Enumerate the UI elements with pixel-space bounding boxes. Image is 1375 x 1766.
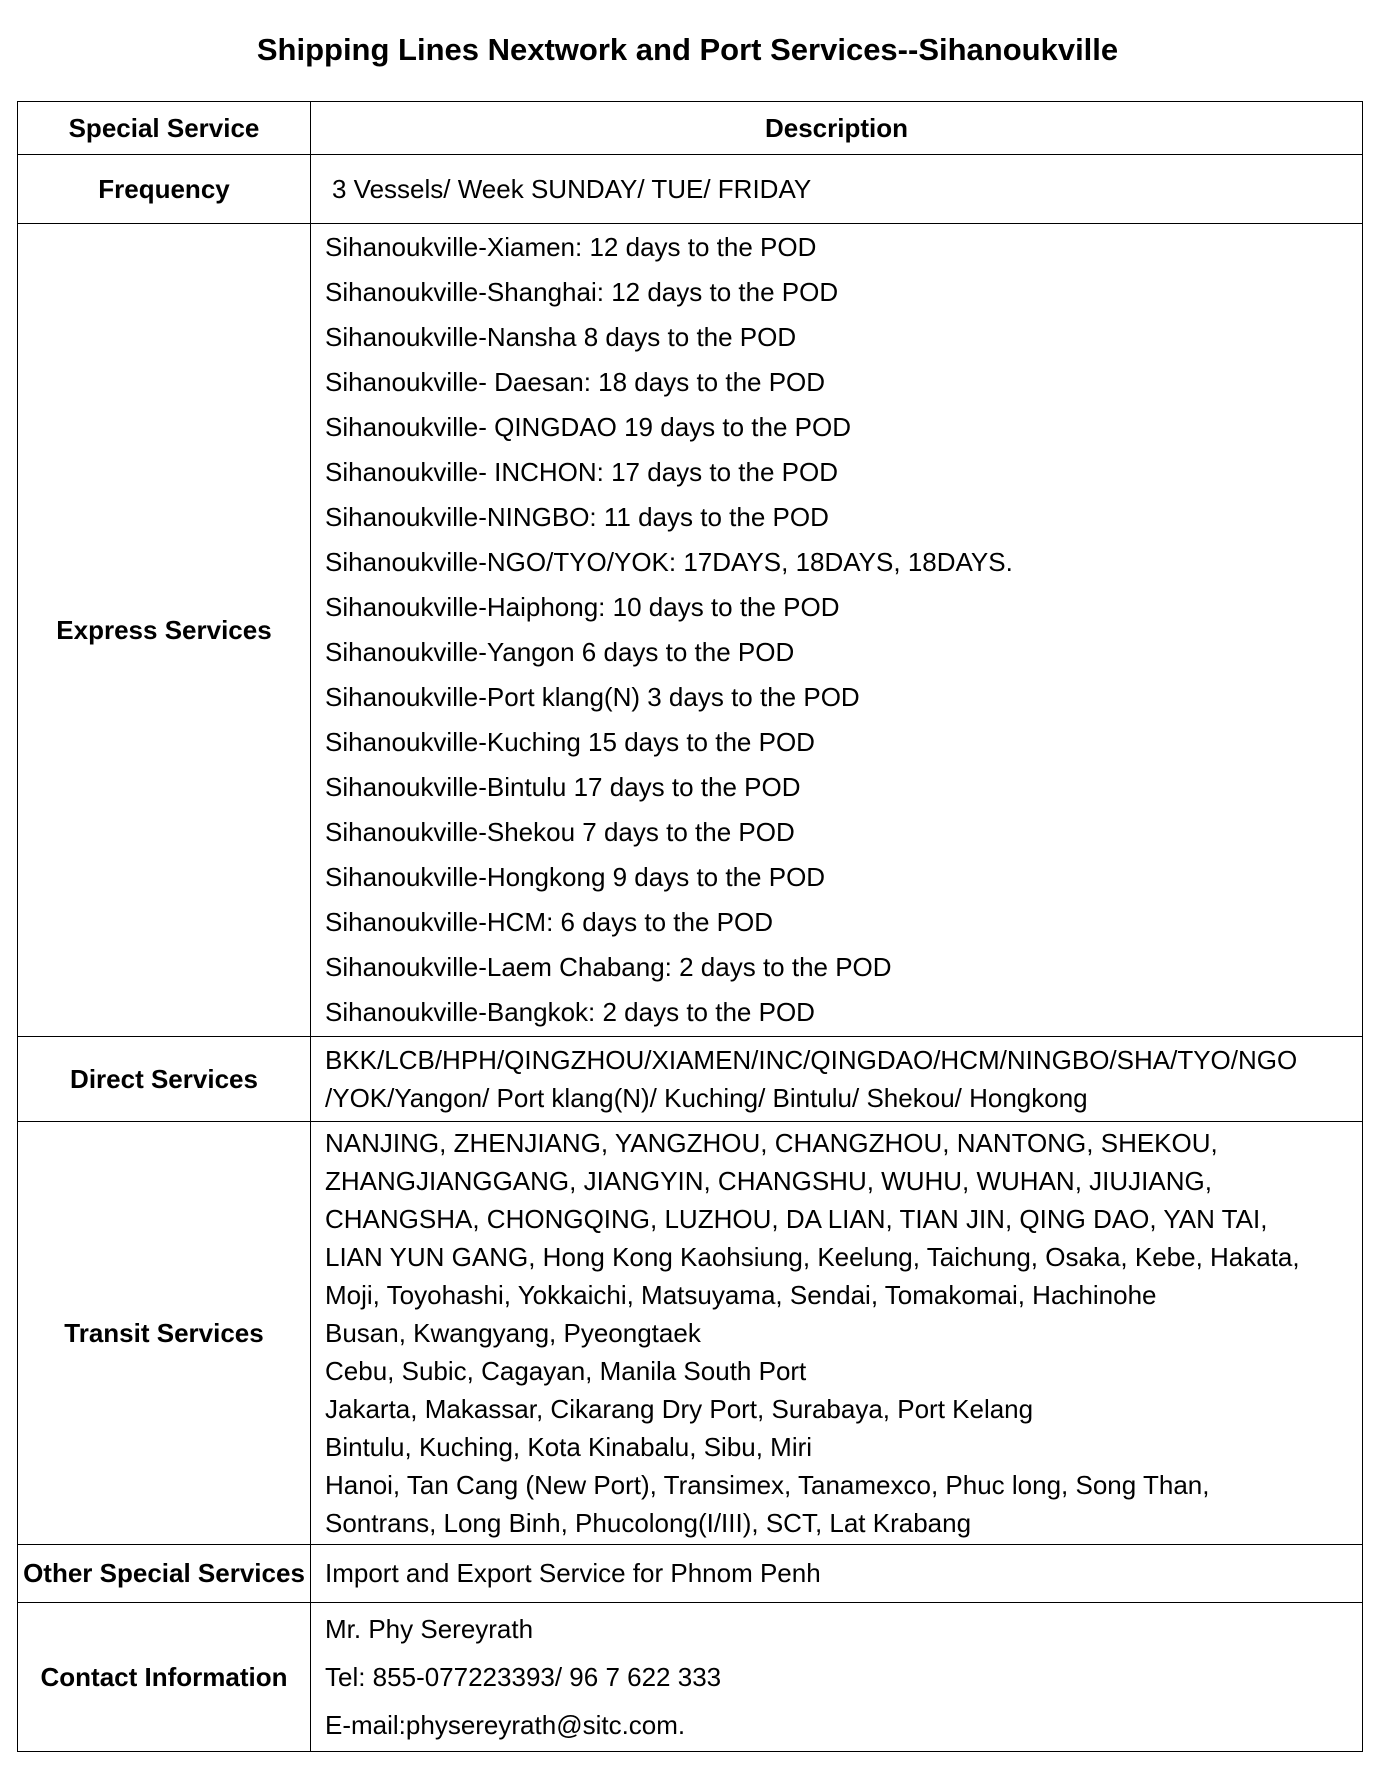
transit-ports-line: Cebu, Subic, Cagayan, Manila South Port xyxy=(325,1356,807,1386)
page-title: Shipping Lines Nextwork and Port Services--Sihanoukville xyxy=(256,32,1119,67)
transit-ports-line: ZHANGJIANGGANG, JIANGYIN, CHANGSHU, WUHU, WUHAN, JIUJIANG, xyxy=(325,1166,1212,1196)
frequency-value: 3 Vessels/ Week SUNDAY/ TUE/ FRIDAY xyxy=(311,155,1363,224)
transit-ports-line: LIAN YUN GANG, Hong Kong Kaohsiung, Keelung, Taichung, Osaka, Kebe, Hakata, xyxy=(325,1242,1300,1272)
contact-name: Mr. Phy Sereyrath xyxy=(325,1614,534,1644)
direct-services-label: Direct Services xyxy=(18,1037,311,1122)
express-services-label: Express Services xyxy=(18,224,311,1037)
express-route-line: Sihanoukville- INCHON: 17 days to the POD xyxy=(325,457,838,487)
express-route-line: Sihanoukville-Yangon 6 days to the POD xyxy=(325,637,795,667)
express-route-line: Sihanoukville-Nansha 8 days to the POD xyxy=(325,322,797,352)
express-route-line: Sihanoukville-NINGBO: 11 days to the POD xyxy=(325,502,829,532)
frequency-label: Frequency xyxy=(18,155,311,224)
direct-ports-line: /YOK/Yangon/ Port klang(N)/ Kuching/ Bintulu/ Shekou/ Hongkong xyxy=(325,1083,1088,1113)
direct-services-list xyxy=(311,1037,1363,1122)
express-route-line: Sihanoukville-Port klang(N) 3 days to the POD xyxy=(325,682,860,712)
express-services-row xyxy=(18,224,1363,1037)
transit-ports-line: Jakarta, Makassar, Cikarang Dry Port, Surabaya, Port Kelang xyxy=(325,1394,1034,1424)
transit-ports-line: Moji, Toyohashi, Yokkaichi, Matsuyama, Sendai, Tomakomai, Hachinohe xyxy=(325,1280,1157,1310)
express-route-line: Sihanoukville-Bintulu 17 days to the POD xyxy=(325,772,801,802)
express-route-line: Sihanoukville-Shanghai: 12 days to the POD xyxy=(325,277,839,307)
express-route-line: Sihanoukville-Hongkong 9 days to the POD xyxy=(325,862,826,892)
header-special-service: Special Service xyxy=(18,102,311,155)
direct-ports-line: BKK/LCB/HPH/QINGZHOU/XIAMEN/INC/QINGDAO/HCM/NINGBO/SHA/TYO/NGO xyxy=(325,1045,1298,1075)
transit-services-label: Transit Services xyxy=(18,1122,311,1545)
transit-ports-line: CHANGSHA, CHONGQING, LUZHOU, DA LIAN, TIAN JIN, QING DAO, YAN TAI, xyxy=(325,1204,1268,1234)
express-route-line: Sihanoukville-Kuching 15 days to the POD xyxy=(325,727,815,757)
other-services-value: Import and Export Service for Phnom Penh xyxy=(311,1545,1363,1603)
direct-services-row xyxy=(18,1037,1363,1122)
table-header-row xyxy=(18,102,1363,155)
header-description: Description xyxy=(311,102,1363,155)
contact-row xyxy=(18,1603,1363,1752)
express-route-line: Sihanoukville-Bangkok: 2 days to the POD xyxy=(325,997,815,1027)
other-services-label: Other Special Services xyxy=(18,1545,311,1603)
transit-services-list xyxy=(311,1122,1363,1545)
other-services-row xyxy=(18,1545,1363,1603)
services-table xyxy=(17,101,1363,1752)
express-route-line: Sihanoukville-Haiphong: 10 days to the POD xyxy=(325,592,840,622)
frequency-row xyxy=(18,155,1363,224)
express-route-line: Sihanoukville-HCM: 6 days to the POD xyxy=(325,907,773,937)
contact-email: E-mail:physereyrath@sitc.com. xyxy=(325,1710,686,1740)
transit-ports-line: Sontrans, Long Binh, Phucolong(I/III), SCT, Lat Krabang xyxy=(325,1508,972,1538)
express-route-line: Sihanoukville-Xiamen: 12 days to the POD xyxy=(325,232,817,262)
express-route-line: Sihanoukville- Daesan: 18 days to the POD xyxy=(325,367,826,397)
contact-phone: Tel: 855-077223393/ 96 7 622 333 xyxy=(325,1662,722,1692)
express-route-line: Sihanoukville- QINGDAO 19 days to the POD xyxy=(325,412,852,442)
transit-ports-line: Bintulu, Kuching, Kota Kinabalu, Sibu, Miri xyxy=(325,1432,813,1462)
transit-ports-line: Busan, Kwangyang, Pyeongtaek xyxy=(325,1318,701,1348)
transit-ports-line: NANJING, ZHENJIANG, YANGZHOU, CHANGZHOU, NANTONG, SHEKOU, xyxy=(325,1128,1218,1158)
transit-ports-line: Hanoi, Tan Cang (New Port), Transimex, Tanamexco, Phuc long, Song Than, xyxy=(325,1470,1210,1500)
contact-details xyxy=(311,1603,1363,1752)
express-services-list xyxy=(311,224,1363,1037)
express-route-line: Sihanoukville-Shekou 7 days to the POD xyxy=(325,817,795,847)
contact-label: Contact Information xyxy=(18,1603,311,1752)
express-route-line: Sihanoukville-NGO/TYO/YOK: 17DAYS, 18DAYS, 18DAYS. xyxy=(325,547,1013,577)
express-route-line: Sihanoukville-Laem Chabang: 2 days to the POD xyxy=(325,952,892,982)
transit-services-row xyxy=(18,1122,1363,1545)
